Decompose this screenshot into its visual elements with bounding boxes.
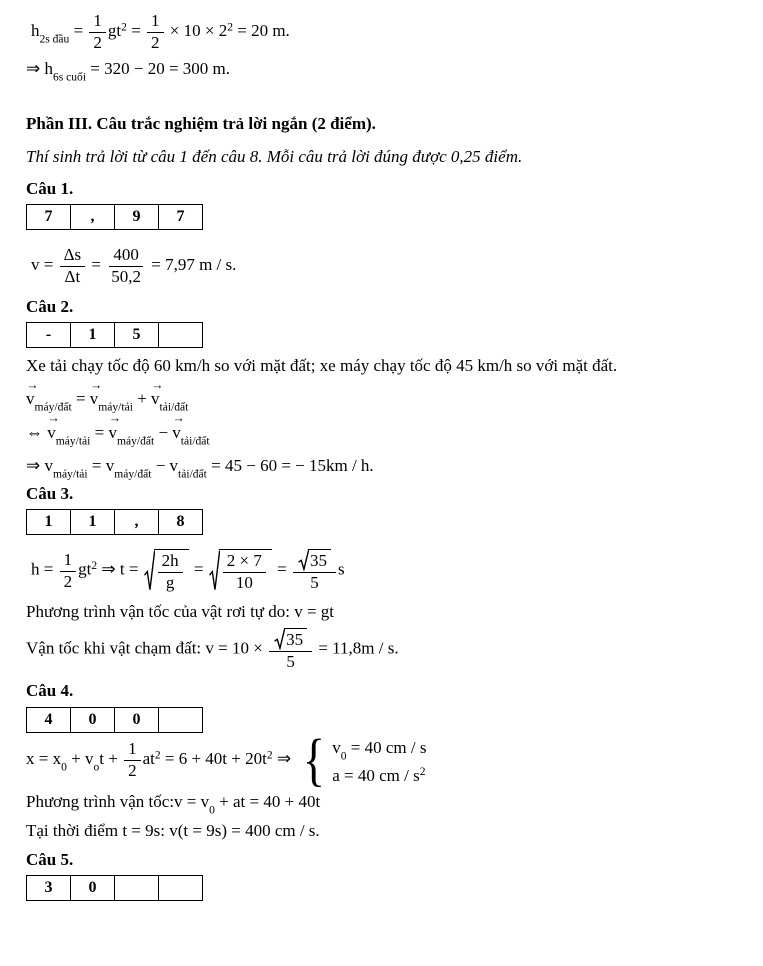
vector-symbol: → v	[26, 388, 35, 409]
fraction: $\frac{\Delta s}{\Delta t}$	[60, 246, 86, 286]
answer-cell	[159, 323, 203, 348]
answer-cell: 1	[27, 510, 71, 535]
equation-h-6s-cuoi: ⇒ $h_{6s cuối} = 320 - 20 = 300$ m.	[26, 59, 231, 84]
system-of-equations: { $v_0 = 40$ cm / s a = 40 cm / $s^2$	[303, 727, 427, 793]
answer-row	[27, 323, 203, 348]
cases-brace: {	[303, 727, 326, 793]
answer-table-cau-4	[26, 707, 203, 733]
fraction: $\frac{1}{2}$	[147, 12, 164, 52]
vector-symbol: → v	[47, 422, 56, 443]
answer-row	[27, 707, 203, 732]
solution-cau4-position-eq: $x = x_0 + v_ot$ + $\frac{1}{2}$ $at^2 = 6 + 40t + 20t^2$ ⇒ { $v_0 = 40$ cm / s a = 40 cm / $s^2$	[26, 727, 427, 793]
fraction: $\frac{2h}{g}$	[158, 552, 183, 592]
answer-table-cau-1	[26, 204, 203, 230]
fraction: $\frac{400}{50,2}$	[111, 245, 141, 286]
answer-cell: 0	[115, 707, 159, 732]
answer-cell: 8	[159, 510, 203, 535]
vector-symbol: → v	[172, 422, 181, 443]
answer-row	[27, 876, 203, 901]
answer-cell: ,	[115, 510, 159, 535]
square-root	[209, 549, 272, 592]
vector-symbol: → v	[90, 388, 99, 409]
section-heading: Phần III. Câu trắc nghiệm trả lời ngắn (2 điểm).	[26, 113, 376, 133]
answer-cell: 3	[27, 876, 71, 901]
answer-row	[27, 205, 203, 230]
fraction: $\frac{35}{5}$	[269, 628, 312, 671]
solution-cau2-scalar-eq: ⇒ $v_{máy/tải} = v_{máy/đất} - v_{tải/đất} = 45 - 60$ = − 15km / h.	[26, 455, 374, 481]
radical-icon	[298, 549, 309, 571]
square-root: 35	[298, 549, 331, 571]
radical-icon	[144, 549, 155, 592]
answer-cell	[159, 707, 203, 732]
answer-cell: 0	[71, 876, 115, 901]
answer-table-cau-2	[26, 322, 203, 348]
vector-symbol: → v	[108, 422, 117, 443]
fraction: $\frac{1}{2}$	[60, 551, 77, 591]
answer-cell: 4	[27, 707, 71, 732]
square-root: 35	[274, 628, 307, 650]
solution-cau2-statement: Xe tải chạy tốc độ 60 km/h so với mặt đất; xe máy chạy tốc độ 45 km/h so với mặt đất.	[26, 356, 618, 376]
answer-cell: 5	[115, 323, 159, 348]
question-label-cau-5: Câu 5.	[26, 849, 74, 869]
solution-cau3-velocity-eq-text: Phương trình vận tốc của vật rơi tự do: v = gt	[26, 601, 335, 621]
solution-cau2-vector-eq-2: ⇔ → $v_{máy/tải}$ = → $v_{máy/đất}$ − → $v_{tải/đất}$	[26, 412, 751, 443]
answer-cell: 7	[27, 205, 71, 230]
answer-cell: ,	[71, 205, 115, 230]
answer-cell	[159, 876, 203, 901]
solution-cau4-at-t9: Tại thời điểm t = 9s: v(t = 9s) = 400 cm / s.	[26, 821, 320, 841]
answer-cell: 1	[71, 323, 115, 348]
question-label-cau-1: Câu 1.	[26, 178, 74, 198]
answer-table-cau-5	[26, 875, 203, 901]
fraction: $\frac{2 \times 7}{10}$	[223, 552, 266, 592]
fraction: $\frac{1}{2}$	[89, 12, 106, 52]
square-root	[144, 549, 189, 592]
fraction: $\frac{35}{5}$	[293, 549, 336, 592]
answer-cell: 9	[115, 205, 159, 230]
answer-table-cau-3	[26, 509, 203, 535]
question-label-cau-2: Câu 2.	[26, 296, 74, 316]
answer-cell: 0	[71, 707, 115, 732]
radical-icon	[209, 549, 220, 592]
solution-cau3-impact-velocity: Vận tốc khi vật chạm đất: v = 10 × $\frac{35}{5}$ = 11,8m / s.	[26, 630, 399, 671]
answer-cell	[115, 876, 159, 901]
question-label-cau-3: Câu 3.	[26, 484, 74, 504]
solution-cau4-velocity-eq: Phương trình vận tốc:v = $v_0$ + at = 40 + 40t	[26, 792, 321, 817]
answer-cell: -	[27, 323, 71, 348]
answer-cell: 7	[159, 205, 203, 230]
solution-cau1-velocity: v = $\frac{\Delta s}{\Delta t}$ = $\frac{400}{50,2}$ = 7,97 m / s.	[31, 245, 237, 286]
fraction: $\frac{1}{2}$	[124, 740, 141, 780]
section-instruction: Thí sinh trả lời từ câu 1 đến câu 8. Mỗi câu trả lời đúng được 0,25 điểm.	[26, 146, 523, 166]
radical-icon	[274, 628, 285, 650]
solution-cau3-time-eq: h = $\frac{1}{2}$ $gt^2$ ⇒ t = $\frac{2h}{g}$ = $\frac{2 \times 7}{10}$ = $\frac{35}{5}$ s	[31, 549, 345, 593]
question-label-cau-4: Câu 4.	[26, 681, 74, 701]
answer-cell: 1	[71, 510, 115, 535]
answer-row	[27, 510, 203, 535]
equation-h-2s-dau: $h_{2s đầu}$ = $\frac{1}{2}$ $gt^2$ = $\frac{1}{2}$ × $10 \times 2^2 = 20$ m.	[31, 11, 290, 52]
vector-symbol: → v	[151, 388, 160, 409]
solution-cau2-vector-eq-1: → $v_{máy/đất}$ = → $v_{máy/tải}$ + → $v_{tải/đất}$	[26, 378, 751, 409]
